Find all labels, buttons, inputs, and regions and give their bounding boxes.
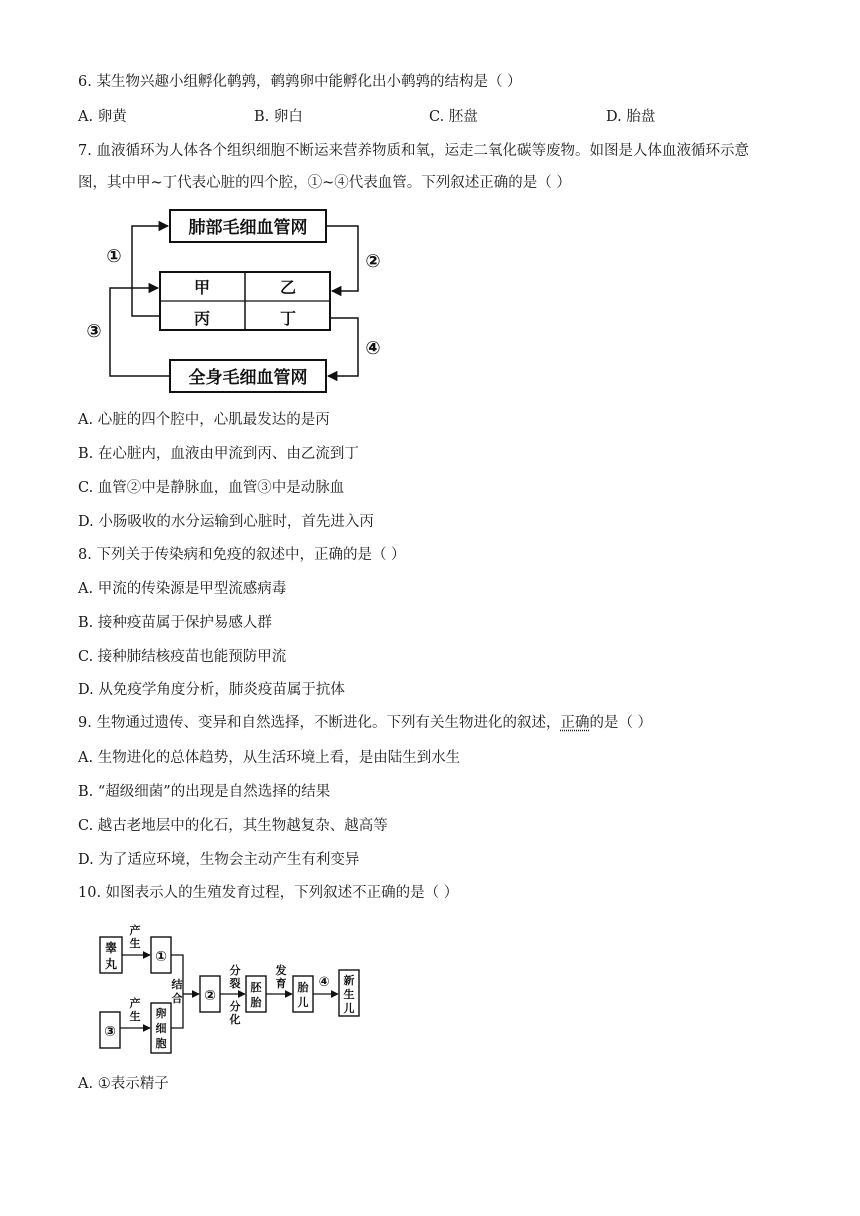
- q7-option-c: C. 血管②中是静脉血，血管③中是动脉血: [78, 480, 345, 496]
- q8-stem: 8. 下列关于传染病和免疫的叙述中，正确的是（ ）: [78, 547, 406, 563]
- q6-option-d: D. 胎盘: [606, 109, 656, 125]
- q10-stem: 10. 如图表示人的生殖发育过程，下列叙述不正确的是（ ）: [78, 885, 459, 901]
- fetus-label-2: 儿: [297, 996, 309, 1009]
- q8-option-a: A. 甲流的传染源是甲型流感病毒: [78, 581, 287, 597]
- q9-option-b: B. “超级细菌”的出现是自然选择的结果: [78, 784, 331, 800]
- produce-top-1: 产: [129, 924, 141, 937]
- vessel-1-label: ①: [106, 246, 122, 267]
- reproduction-diagram: [95, 920, 375, 1055]
- q7-option-a: A. 心脏的四个腔中，心肌最发达的是丙: [78, 412, 330, 428]
- q6-option-c: C. 胚盘: [429, 109, 478, 125]
- q8-option-d: D. 从免疫学角度分析，肺炎疫苗属于抗体: [78, 682, 345, 698]
- vessel-2-label: ②: [365, 251, 381, 272]
- produce-bottom-1: 产: [129, 997, 141, 1010]
- q6-options: [78, 107, 778, 127]
- q9-option-d: D. 为了适应环境，生物会主动产生有利变异: [78, 852, 360, 868]
- vessel-3-label: ③: [86, 321, 102, 342]
- egg-label-1: 卵: [155, 1007, 167, 1020]
- chamber-yi: 乙: [279, 278, 297, 297]
- q9-stem: [78, 713, 652, 733]
- chamber-ding: 丁: [279, 309, 297, 328]
- q6-option-a: A. 卵黄: [78, 109, 127, 125]
- embryo-label-2: 胎: [250, 996, 262, 1009]
- lung-capillary-label: 肺部毛细血管网: [188, 218, 308, 238]
- newborn-label-1: 新: [343, 974, 355, 987]
- divide-2: 裂: [229, 977, 241, 990]
- blood-circulation-diagram: [80, 200, 400, 400]
- q8-option-b: B. 接种疫苗属于保护易感人群: [78, 615, 272, 631]
- differentiate-1: 分: [229, 1000, 241, 1013]
- q6-option-b: B. 卵白: [254, 109, 303, 125]
- box-1-label: ①: [155, 949, 167, 965]
- q7-stem-line1: 7. 血液循环为人体各个组织细胞不断运来营养物质和氧，运走二氧化碳等废物。如图是人体血液循环示意: [78, 143, 749, 159]
- combine-2: 合: [171, 992, 183, 1005]
- box-3-label: ③: [104, 1024, 116, 1040]
- divide-1: 分: [229, 964, 241, 977]
- produce-top-2: 生: [129, 937, 141, 950]
- chamber-bing: 丙: [193, 309, 211, 328]
- chamber-jia: 甲: [193, 278, 211, 297]
- q9-option-a: A. 生物进化的总体趋势，从生活环境上看，是由陆生到水生: [78, 750, 461, 766]
- combine-1: 结: [171, 978, 183, 991]
- vessel-4-label: ④: [365, 338, 381, 359]
- q7-option-b: B. 在心脏内，血液由甲流到丙、由乙流到丁: [78, 446, 359, 462]
- q7-option-d: D. 小肠吸收的水分运输到心脏时，首先进入丙: [78, 514, 374, 530]
- newborn-label-2: 生: [343, 988, 355, 1001]
- fetus-label-1: 胎: [297, 981, 309, 994]
- vessel-4-path: [328, 318, 358, 376]
- embryo-label-1: 胚: [250, 981, 262, 994]
- q9-stem-emphasis: 正确: [560, 715, 590, 731]
- differentiate-2: 化: [229, 1013, 241, 1026]
- produce-bottom-2: 生: [129, 1010, 141, 1023]
- testis-label-2: 丸: [104, 957, 118, 971]
- egg-label-3: 胞: [155, 1037, 167, 1050]
- q6-stem: 6. 某生物兴趣小组孵化鹌鹑，鹌鹑卵中能孵化出小鹌鹑的结构是（ ）: [78, 74, 522, 90]
- body-capillary-label: 全身毛细血管网: [188, 368, 308, 388]
- egg-label-2: 细: [155, 1022, 167, 1035]
- q9-stem-after: 的是（ ）: [589, 715, 653, 731]
- q7-stem-line2: 图，其中甲~丁代表心脏的四个腔，①~④代表血管。下列叙述正确的是（ ）: [78, 175, 571, 191]
- q9-stem-before: 9. 生物通过遗传、变异和自然选择，不断进化。下列有关生物进化的叙述，: [78, 715, 561, 731]
- q8-option-c: C. 接种肺结核疫苗也能预防甲流: [78, 649, 287, 665]
- box-2-label: ②: [204, 988, 216, 1004]
- arrow-4-label: ④: [318, 975, 330, 990]
- develop-1: 发: [275, 964, 287, 977]
- develop-2: 育: [275, 977, 287, 990]
- newborn-label-3: 儿: [343, 1002, 355, 1015]
- testis-label-1: 睾: [104, 941, 118, 955]
- q10-option-a: A. ①表示精子: [78, 1076, 169, 1092]
- q9-option-c: C. 越古老地层中的化石，其生物越复杂、越高等: [78, 818, 388, 834]
